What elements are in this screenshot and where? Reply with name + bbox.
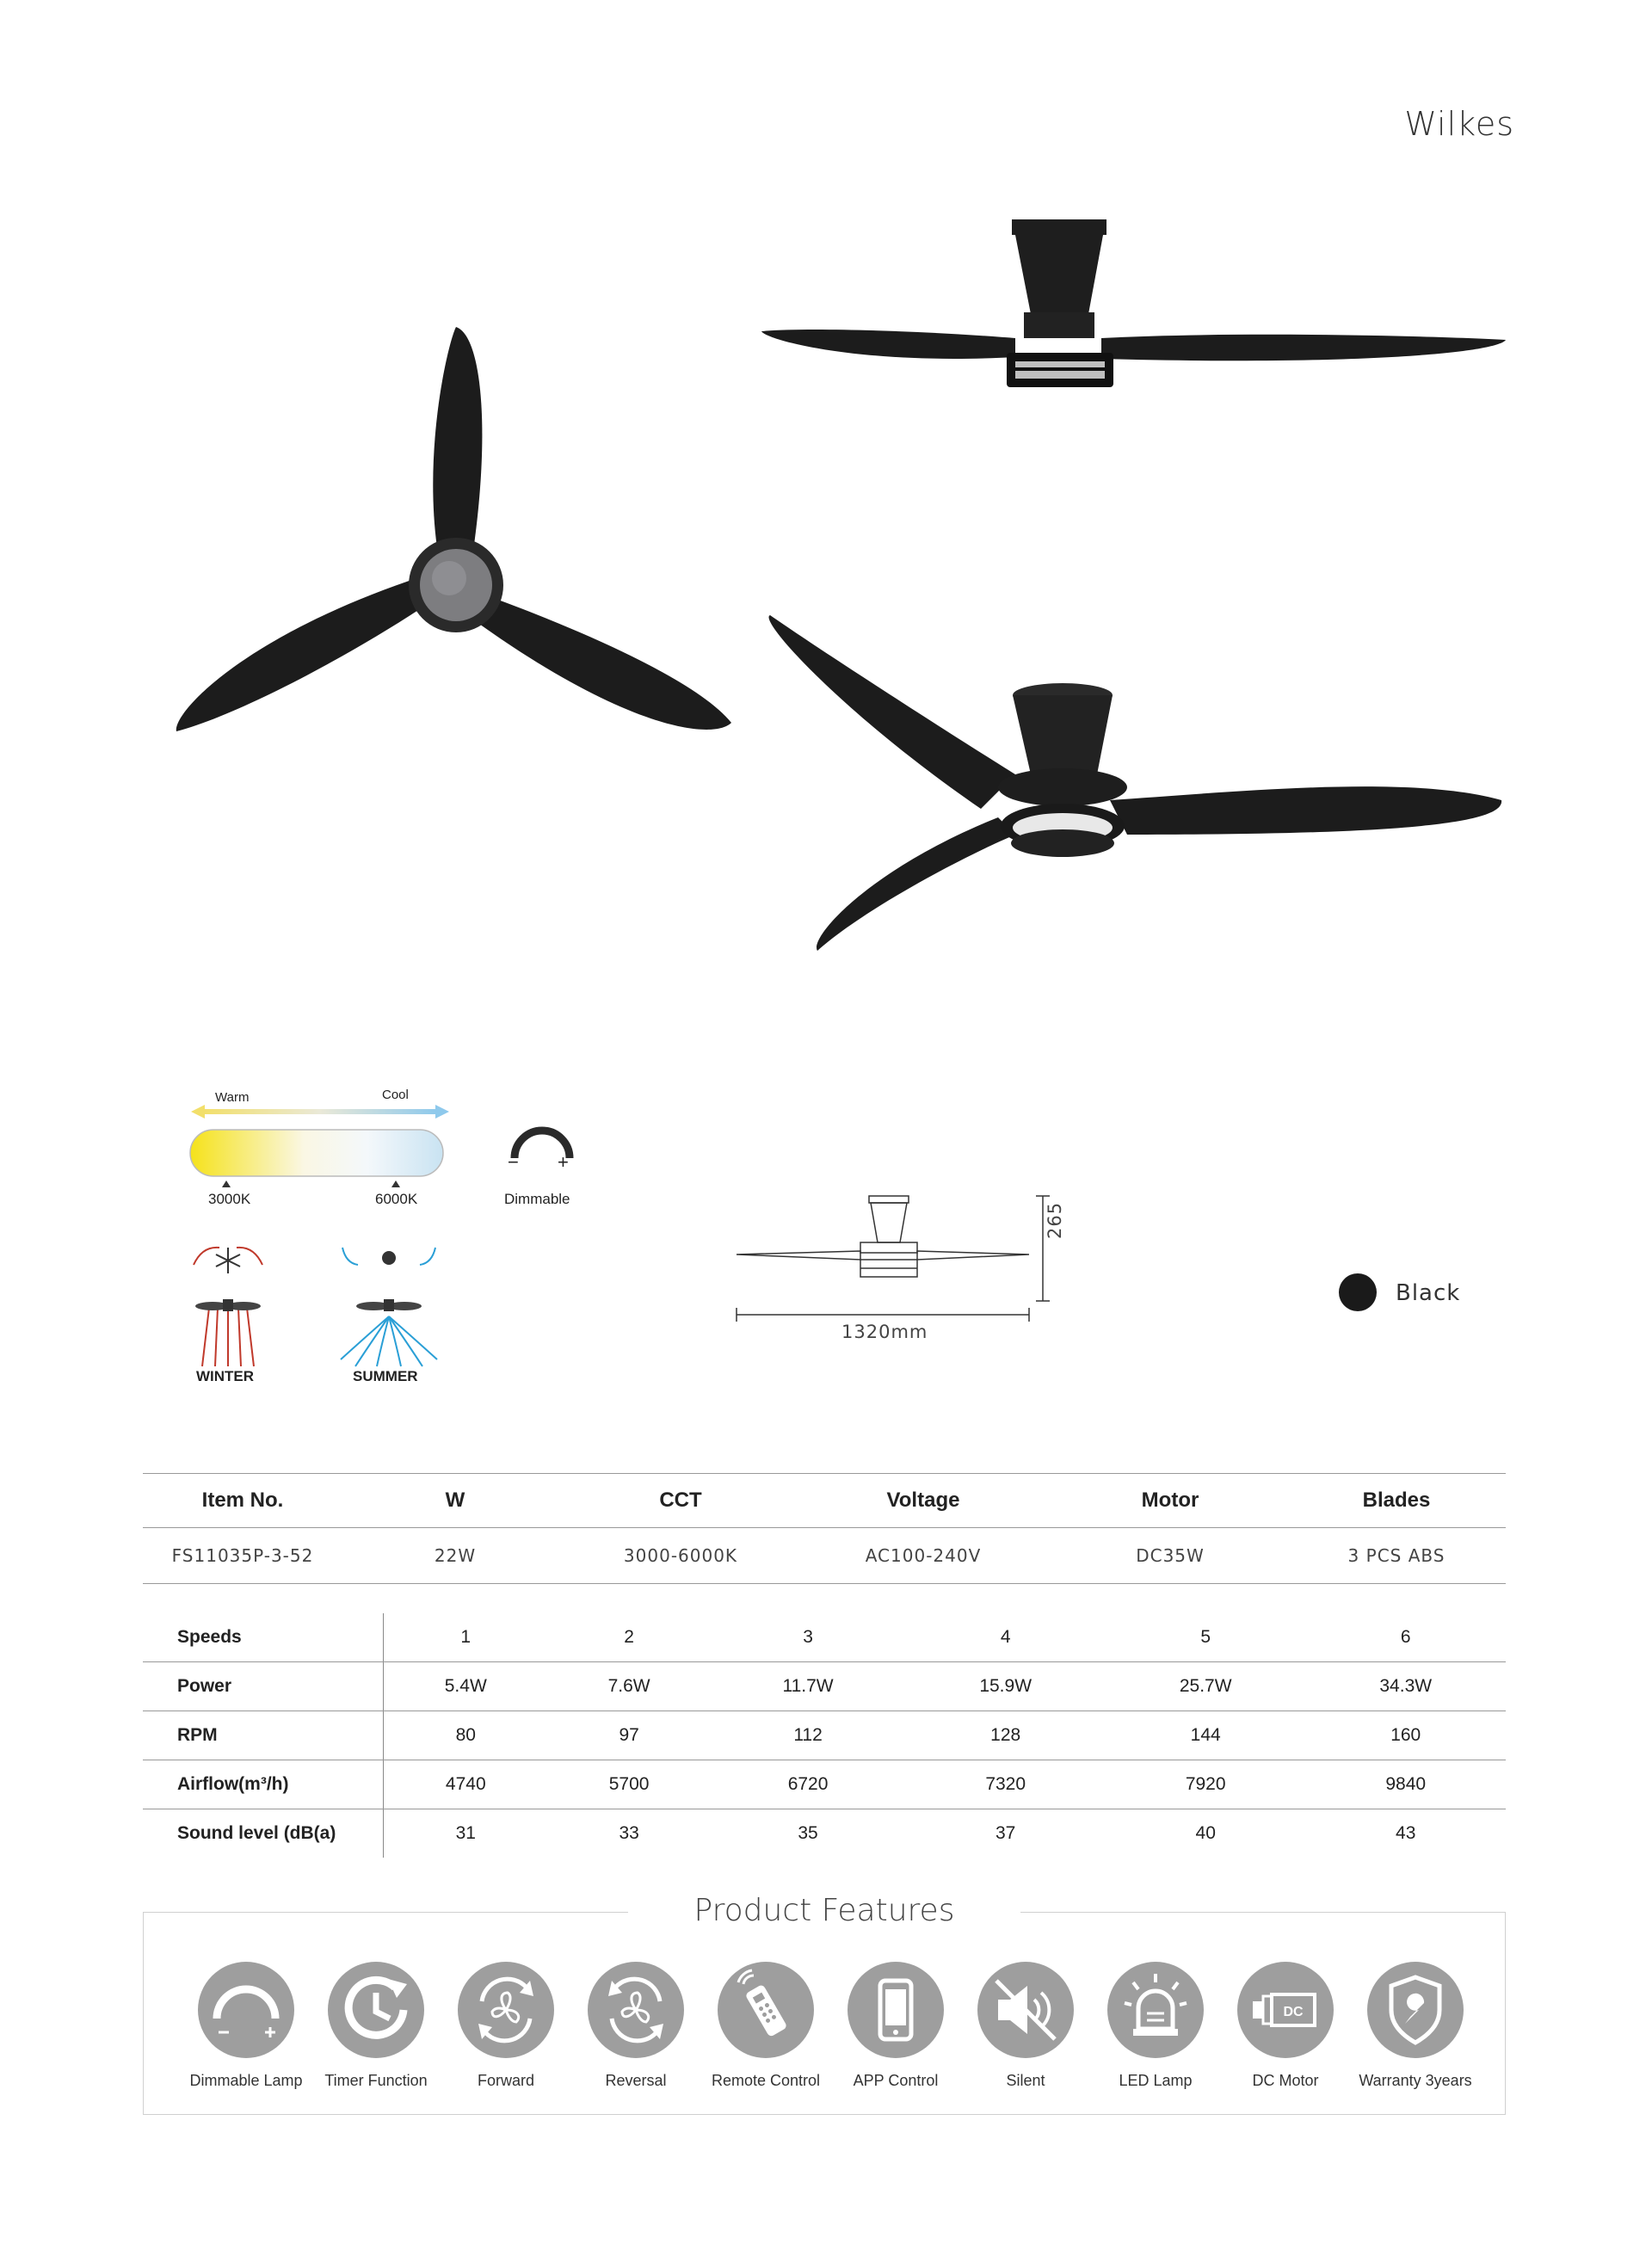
- speed-cell: 1: [384, 1613, 548, 1662]
- summer-airflow-icon: [334, 1239, 446, 1368]
- table-row: [143, 1809, 1506, 1858]
- dimension-width: 1320mm: [841, 1322, 928, 1342]
- airflow-cell: 7920: [1106, 1760, 1306, 1809]
- sound-cell: 40: [1195, 1823, 1216, 1843]
- summer-label: SUMMER: [353, 1368, 418, 1384]
- spec-header-voltage: Voltage: [793, 1474, 1053, 1528]
- feature-warranty: [1351, 1962, 1480, 2090]
- feature-dc-motor: [1221, 1962, 1350, 2090]
- power-cell: 34.3W: [1305, 1662, 1506, 1711]
- feature-label: LED Lamp: [1119, 2072, 1193, 2089]
- spec-header-item-no: Item No.: [143, 1474, 342, 1528]
- reversal-icon: [588, 1962, 684, 2058]
- winter-airflow-icon: [176, 1239, 280, 1368]
- dimmable-label: Dimmable: [504, 1191, 570, 1207]
- feature-label: Dimmable Lamp: [189, 2072, 303, 2089]
- features-title: Product Features: [693, 1893, 955, 1928]
- spec-cct: 3000-6000K: [568, 1528, 793, 1584]
- spec-item-no: FS11035P-3-52: [143, 1528, 342, 1584]
- warm-label: Warm: [215, 1090, 250, 1105]
- table-row: [143, 1711, 1506, 1760]
- spec-voltage: AC100-240V: [793, 1528, 1053, 1584]
- feature-forward: [441, 1962, 570, 2090]
- led-lamp-icon: [1107, 1962, 1204, 2058]
- airflow-cell: 7320: [905, 1760, 1106, 1809]
- forward-icon: [458, 1962, 554, 2058]
- dimmable-icon: [198, 1962, 294, 2058]
- sound-cell: 43: [1396, 1823, 1416, 1843]
- speed-row-label: Speeds: [143, 1613, 384, 1662]
- fan-perspective-image: [757, 602, 1514, 964]
- feature-app-control: [831, 1962, 960, 2090]
- feature-label: APP Control: [853, 2072, 939, 2089]
- rpm-cell: 80: [384, 1711, 548, 1760]
- cct-min-marker-icon: [222, 1180, 231, 1187]
- feature-dimmable-lamp: [182, 1962, 311, 2090]
- cct-min-label: 3000K: [208, 1191, 251, 1207]
- feature-silent: [961, 1962, 1090, 2090]
- remote-icon: [718, 1962, 814, 2058]
- feature-label: Reversal: [605, 2072, 667, 2089]
- dimension-height: 265: [1045, 1201, 1065, 1239]
- feature-remote-control: [701, 1962, 830, 2090]
- speed-cell: 4: [905, 1613, 1106, 1662]
- spec-table-header-row: [143, 1474, 1506, 1528]
- winter-label: WINTER: [196, 1368, 255, 1384]
- power-cell: 15.9W: [905, 1662, 1106, 1711]
- rpm-cell: 128: [905, 1711, 1106, 1760]
- power-cell: 7.6W: [548, 1662, 711, 1711]
- table-row: [143, 1528, 1506, 1584]
- spec-header-w: W: [342, 1474, 568, 1528]
- spec-header-blades: Blades: [1287, 1474, 1506, 1528]
- fan-side-view-image: [757, 211, 1514, 417]
- cct-gradient-bar: [189, 1129, 444, 1177]
- spec-blades: 3 PCS ABS: [1287, 1528, 1506, 1584]
- rpm-cell: 97: [548, 1711, 711, 1760]
- warranty-icon: [1367, 1962, 1464, 2058]
- feature-led-lamp: [1091, 1962, 1220, 2090]
- rpm-cell: 144: [1106, 1711, 1306, 1760]
- feature-label: Remote Control: [711, 2072, 821, 2089]
- airflow-cell: 6720: [711, 1760, 906, 1809]
- feature-label: Timer Function: [324, 2072, 428, 2089]
- power-row-label: Power: [143, 1662, 384, 1711]
- spec-motor: DC35W: [1053, 1528, 1287, 1584]
- sound-cell: 35: [798, 1823, 818, 1843]
- feature-label: Forward: [477, 2072, 534, 2089]
- airflow-row-label: Airflow(m³/h): [143, 1760, 384, 1809]
- speed-cell: 5: [1106, 1613, 1306, 1662]
- cct-max-label: 6000K: [375, 1191, 418, 1207]
- color-swatch-black: [1339, 1273, 1377, 1311]
- sound-cell: 31: [455, 1823, 476, 1843]
- feature-label: DC Motor: [1252, 2072, 1319, 2089]
- speed-cell: 2: [548, 1613, 711, 1662]
- rpm-row-label: RPM: [143, 1711, 384, 1760]
- spec-w: 22W: [342, 1528, 568, 1584]
- feature-reversal: [571, 1962, 700, 2090]
- airflow-cell: 4740: [384, 1760, 548, 1809]
- dc-badge-text: DC: [1283, 2005, 1304, 2019]
- table-row: [143, 1662, 1506, 1711]
- airflow-cell: 5700: [548, 1760, 711, 1809]
- table-row: [143, 1613, 1506, 1662]
- spec-header-cct: CCT: [568, 1474, 793, 1528]
- dimension-drawing: [731, 1194, 1058, 1341]
- rpm-cell: 112: [711, 1711, 906, 1760]
- feature-label: Silent: [1006, 2072, 1045, 2089]
- spec-header-motor: Motor: [1053, 1474, 1287, 1528]
- cct-max-marker-icon: [391, 1180, 400, 1187]
- fan-top-view-image: [163, 258, 749, 774]
- spec-table: [143, 1473, 1506, 1584]
- sound-cell: 37: [996, 1823, 1016, 1843]
- airflow-cell: 9840: [1305, 1760, 1506, 1809]
- feature-timer-function: [311, 1962, 441, 2090]
- feature-label: Warranty 3years: [1359, 2072, 1472, 2089]
- timer-icon: [328, 1962, 424, 2058]
- warm-cool-arrow-icon: [191, 1103, 449, 1120]
- speed-cell: 3: [711, 1613, 906, 1662]
- rpm-cell: 160: [1305, 1711, 1506, 1760]
- speed-table: [143, 1613, 1506, 1858]
- power-cell: 11.7W: [711, 1662, 906, 1711]
- cool-label: Cool: [382, 1088, 409, 1102]
- power-cell: 5.4W: [384, 1662, 548, 1711]
- speed-cell: 6: [1305, 1613, 1506, 1662]
- table-row: [143, 1760, 1506, 1809]
- dimmable-plus: +: [558, 1151, 569, 1173]
- sound-row-label: Sound level (dB(a): [143, 1809, 384, 1858]
- dimmable-minus: −: [508, 1151, 519, 1173]
- product-title: Wilkes: [1404, 105, 1514, 143]
- color-label: Black: [1396, 1280, 1461, 1306]
- silent-icon: [977, 1962, 1074, 2058]
- sound-cell: 33: [619, 1823, 639, 1843]
- power-cell: 25.7W: [1106, 1662, 1306, 1711]
- dc-motor-icon: [1237, 1962, 1334, 2058]
- phone-icon: [848, 1962, 944, 2058]
